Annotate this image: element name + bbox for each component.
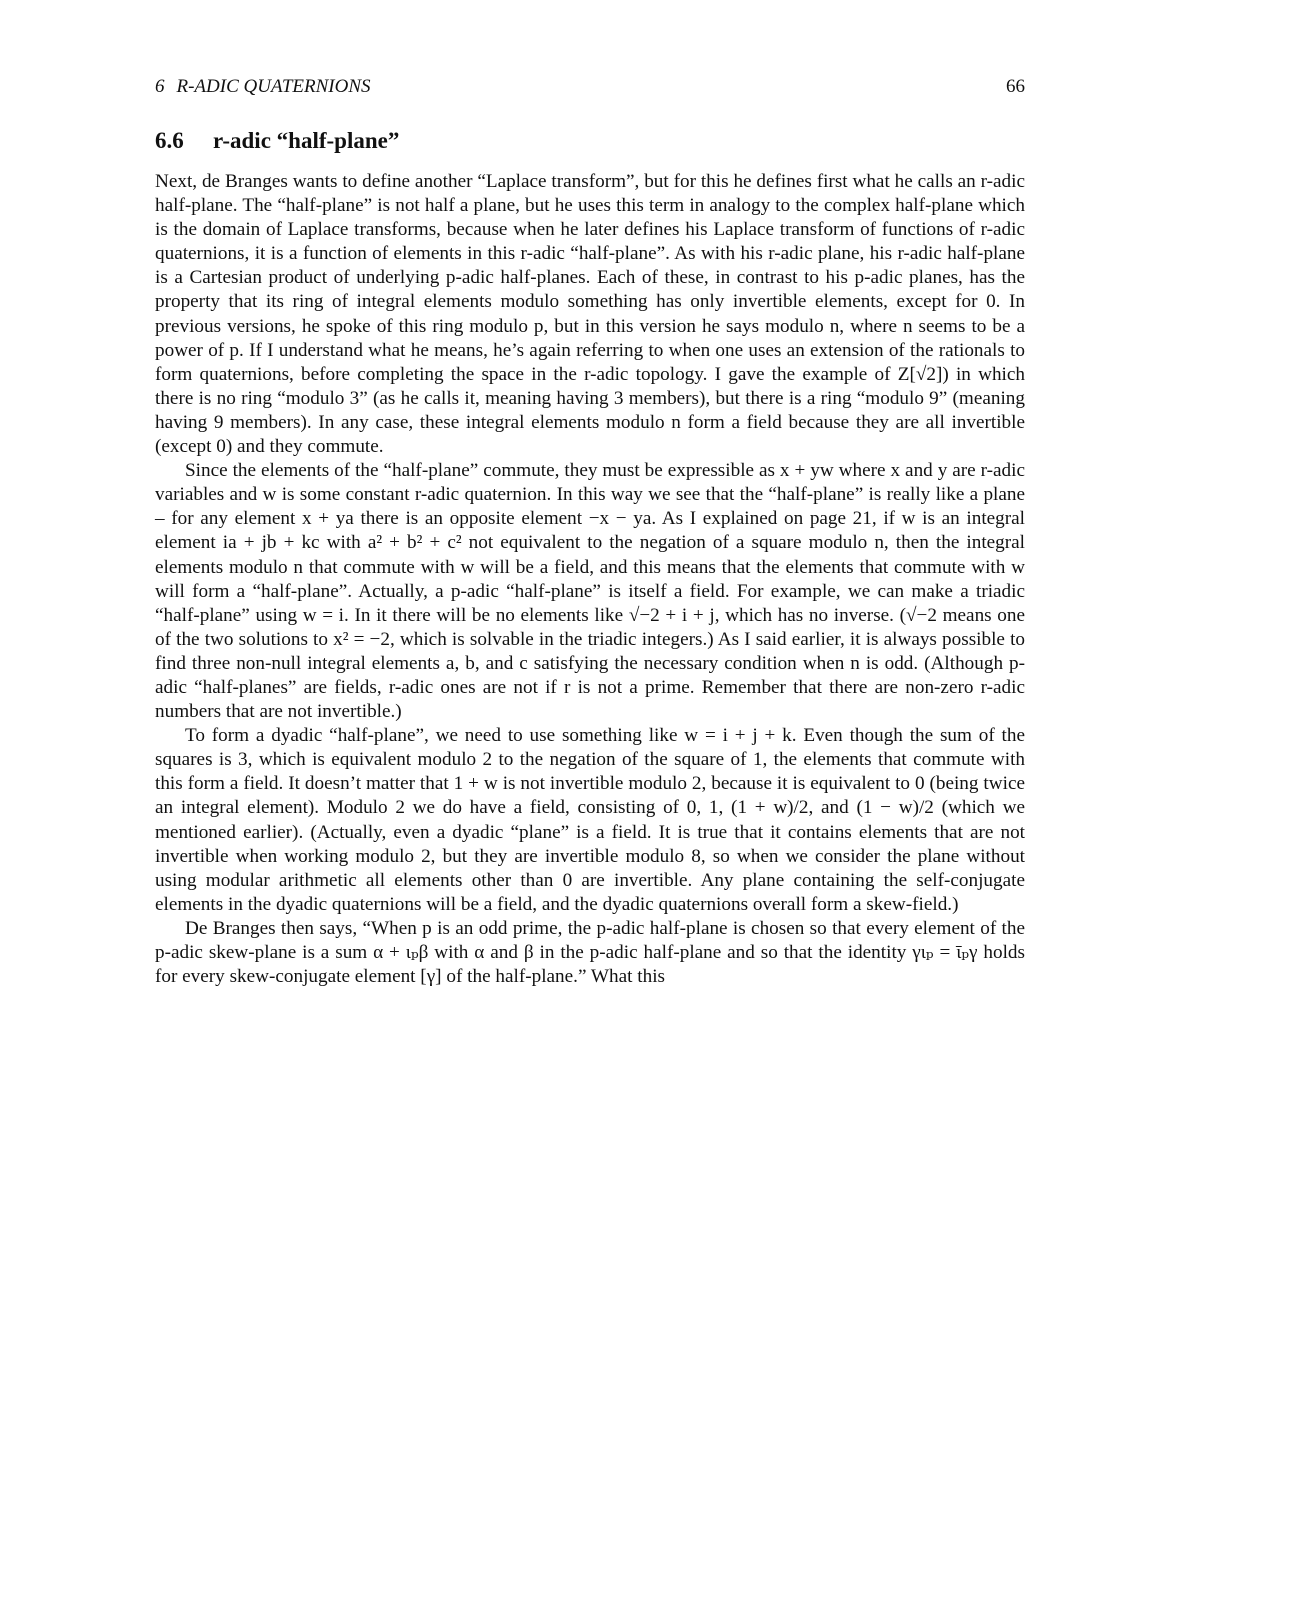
section-number: 6.6	[155, 128, 184, 153]
paragraph-1: Next, de Branges wants to define another “Laplace transform”, but for this he defines first what he calls an r-adic half-plane. The “half-plane” is not half a plane, but he uses this term in analogy to the complex half-plane which is the domain of Laplace transforms, because when he later defines his Laplace transform of functions of r-adic quaternions, it is a function of elements in this r-adic “half-plane”. As with his r-adic plane, his r-adic half-plane is a Cartesian product of underlying p-adic half-planes. Each of these, in contrast to his p-adic planes, has the property that its ring of integral elements modulo something has only invertible elements, except for 0. In previous versions, he spoke of this ring modulo p, but in this version he says modulo n, where n seems to be a power of p. If I understand what he means, he’s again referring to when one uses an extension of the rationals to form quaternions, before completing the space in the r-adic topology. I gave the example of Z[√2]) in which there is no ring “modulo 3” (as he calls it, meaning having 3 members), but there is a ring “modulo 9” (meaning having 9 members). In any case, these integral elements modulo n form a field because they are all invertible (except 0) and they commute.	[155, 171, 1025, 458]
paragraph-4: De Branges then says, “When p is an odd prime, the p-adic half-plane is chosen so that every element of the p-adic skew-plane is a sum α + ιₚβ with α and β in the p-adic half-plane and so that the identity γιₚ = ῑₚγ holds for every skew-conjugate element [γ] of the half-plane.” What this	[155, 917, 1025, 988]
body-text	[155, 170, 1025, 989]
paragraph-3: To form a dyadic “half-plane”, we need to use something like w = i + j + k. Even though the sum of the squares is 3, which is equivalent modulo 2 to the negation of the square of 1, the elements that commute with this form a field. It doesn’t matter that 1 + w is not invertible modulo 2, because it is equivalent to 0 (being twice an integral element). Modulo 2 we do have a field, consisting of 0, 1, (1 + w)/2, and (1 − w)/2 (which we mentioned earlier). (Actually, even a dyadic “plane” is a field. It is true that it contains elements that are not invertible when working modulo 2, but they are invertible modulo 8, so when we consider the plane without using modular arithmetic all elements other than 0 are invertible. Any plane containing the self-conjugate elements in the dyadic quaternions will be a field, and the dyadic quaternions overall form a skew-field.)	[155, 725, 1025, 915]
page-number: 66	[1006, 76, 1025, 97]
section-heading	[155, 128, 399, 154]
chapter-number: 6	[155, 76, 165, 97]
section-title: r-adic “half-plane”	[213, 128, 400, 153]
chapter-title: R-ADIC QUATERNIONS	[176, 76, 371, 97]
paragraph-2: Since the elements of the “half-plane” commute, they must be expressible as x + yw where x and y are r-adic variables and w is some constant r-adic quaternion. In this way we see that the “half-plane” is really like a plane – for any element x + ya there is an opposite element −x − ya. As I explained on page 21, if w is an integral element ia + jb + kc with a² + b² + c² not equivalent to the negation of a square modulo n, then the integral elements modulo n that commute with w will be a field, and this means that the elements that commute with w will form a “half-plane”. Actually, a p-adic “half-plane” is itself a field. For example, we can make a triadic “half-plane” using w = i. In it there will be no elements like √−2 + i + j, which has no inverse. (√−2 means one of the two solutions to x² = −2, which is solvable in the triadic integers.) As I said earlier, it is always possible to find three non-null integral elements a, b, and c satisfying the necessary condition when n is odd. (Although p-adic “half-planes” are fields, r-adic ones are not if r is not a prime. Remember that there are non-zero r-adic numbers that are not invertible.)	[155, 460, 1025, 723]
running-header	[155, 76, 1025, 98]
